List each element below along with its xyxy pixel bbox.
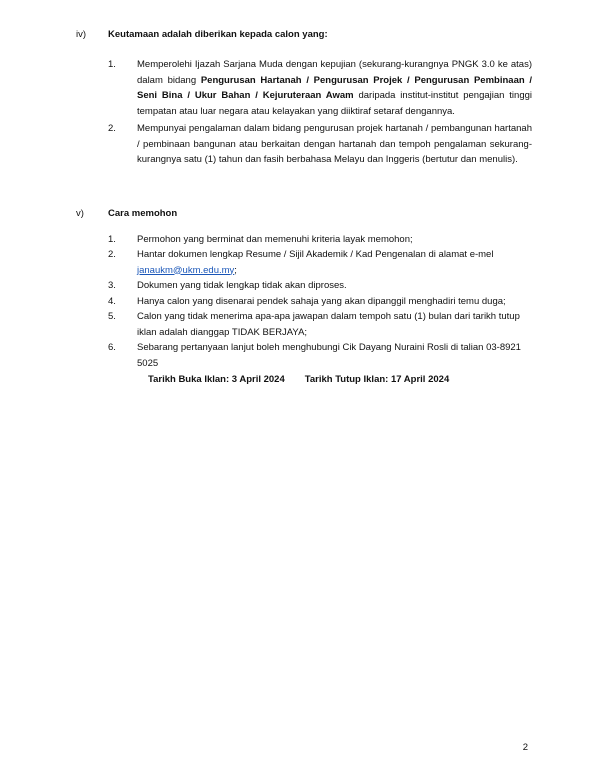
list-item-number: 2.: [108, 123, 116, 134]
list-item-number: 6.: [108, 342, 116, 353]
text-segment: Hantar dokumen lengkap Resume / Sijil Akademik / Kad Pengenalan di alamat e-mel: [137, 249, 494, 260]
list-item-number: 1.: [108, 234, 116, 245]
section-iv-item-2: [108, 121, 532, 168]
section-v-item-2: [108, 247, 532, 278]
page-number: 2: [522, 742, 528, 753]
list-item-number: 4.: [108, 296, 116, 307]
section-v-item-5: [108, 309, 532, 340]
section-v-numeral: v): [76, 208, 84, 219]
section-v-item-4: [108, 294, 532, 310]
section-v-item-1: [108, 232, 532, 248]
section-iv-title: Keutamaan adalah diberikan kepada calon yang:: [108, 29, 328, 40]
bold-text-segment: Pengurusan Hartanah / Pengurusan Projek / Pengurusan Pembinaan / Seni Bina / Ukur Bahan / Kejuruteraan Awam: [137, 74, 532, 101]
section-iv-numeral: iv): [76, 29, 87, 40]
text-segment: Memperolehi Ijazah Sarjana Muda dengan kepujian (sekurang-kurangnya PNGK 3.0 ke atas) dalam bidang: [137, 59, 532, 86]
list-item-text: [137, 57, 532, 119]
list-item-text: Sebarang pertanyaan lanjut boleh menghubungi Cik Dayang Nuraini Rosli di talian 03-8921 5025: [137, 342, 521, 369]
list-item-text: Dokumen yang tidak lengkap tidak akan diproses.: [137, 280, 347, 291]
section-v-heading: [76, 206, 556, 222]
advert-close-date: Tarikh Tutup Iklan: 17 April 2024: [304, 374, 450, 385]
section-iv-heading: [76, 27, 556, 43]
section-v-item-6: [108, 340, 532, 371]
list-item-text: Permohon yang berminat dan memenuhi kriteria layak memohon;: [137, 234, 413, 245]
list-item-text: [137, 247, 532, 278]
list-item-text: Mempunyai pengalaman dalam bidang pengurusan projek hartanah / pembangunan hartanah / pembinaan bangunan atau berkaitan dengan hartanah dan tempoh pengalaman sekurang-kurangnya satu (1) tahun dan fasih berbahasa Melayu dan Inggeris (bertutur dan menulis).: [137, 123, 532, 165]
section-v-item-3: [108, 278, 532, 294]
email-link[interactable]: janaukm@ukm.edu.my: [137, 264, 235, 276]
advert-dates: [148, 372, 449, 388]
text-segment: daripada institut-institut pengajian tinggi tempatan atau luar negara atau kelayakan yang diiktiraf setaraf dengannya.: [137, 90, 532, 117]
section-iv-item-1: [108, 57, 532, 119]
list-item-text: Hanya calon yang disenarai pendek sahaja yang akan dipanggil menghadiri temu duga;: [137, 296, 506, 307]
list-item-number: 1.: [108, 59, 116, 70]
text-segment: ;: [234, 264, 237, 276]
section-v-title: Cara memohon: [108, 208, 178, 219]
list-item-number: 3.: [108, 280, 116, 291]
advert-open-date: Tarikh Buka Iklan: 3 April 2024: [148, 374, 285, 385]
list-item-text: Calon yang tidak menerima apa-apa jawapan dalam tempoh satu (1) bulan dari tarikh tutup iklan adalah dianggap TIDAK BERJAYA;: [137, 311, 520, 338]
list-item-number: 2.: [108, 249, 116, 260]
list-item-number: 5.: [108, 311, 116, 322]
